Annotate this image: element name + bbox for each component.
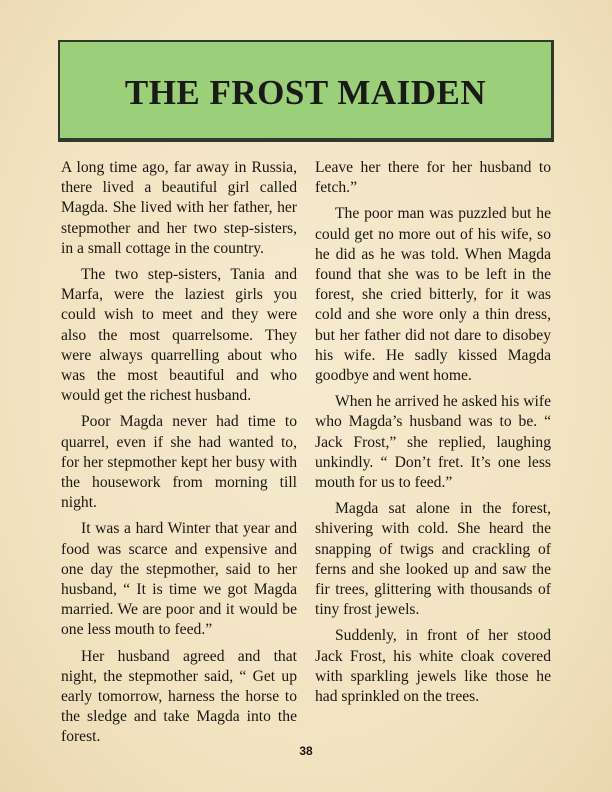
paragraph: The poor man was puzzled but he could get no more out of his wife, so he did as he was told. When Magda found that she was to be left in the forest, she cried bitterly, for it was cold and she wore only a thin dress, but her father did not dare to disobey his wife. He sadly kissed Magda goodbye and went home. <box>315 205 551 385</box>
right-column <box>315 158 551 713</box>
paragraph: Poor Magda never had time to quarrel, even if she had wanted to, for her stepmother kept her busy with the housework from morning till night. <box>61 413 297 512</box>
paragraph: The two step-sisters, Tania and Marfa, were the laziest girls you could wish to meet and they were also the most quarrelsome. They were always quarrelling about who was the most beautiful and who would get the richest husband. <box>61 266 297 405</box>
paragraph: Magda sat alone in the forest, shivering with cold. She heard the snapping of twigs and crackling of ferns and she looked up and saw the fir trees, glittering with thousands of tiny frost jewels. <box>315 500 551 619</box>
title-banner <box>58 40 554 142</box>
page-number: 38 <box>299 744 313 758</box>
paragraph: It was a hard Winter that year and food was scarce and expensive and one day the stepmother, said to her husband, “ It is time we got Magda married. We are poor and it would be one less mouth to feed.” <box>61 520 297 639</box>
paragraph: A long time ago, far away in Russia, there lived a beautiful girl called Magda. She lived with her father, her stepmother and her two step-sisters, in a small cottage in the country. <box>61 159 297 257</box>
paragraph: Suddenly, in front of her stood Jack Frost, his white cloak covered with sparkling jewels like those he had sprinkled on the trees. <box>315 627 551 706</box>
paragraph: When he arrived he asked his wife who Magda’s husband was to be. “ Jack Frost,” she replied, laughing unkindly. “ Don’t fret. It’s one less mouth for us to feed.” <box>315 393 551 492</box>
story-title: THE FROST MAIDEN <box>124 73 487 112</box>
left-column <box>61 158 297 754</box>
paragraph: Her husband agreed and that night, the stepmother said, “ Get up early tomorrow, harness the horse to the sledge and take Magda into the forest. <box>61 647 297 746</box>
paragraph: Leave her there for her husband to fetch.” <box>315 159 551 197</box>
